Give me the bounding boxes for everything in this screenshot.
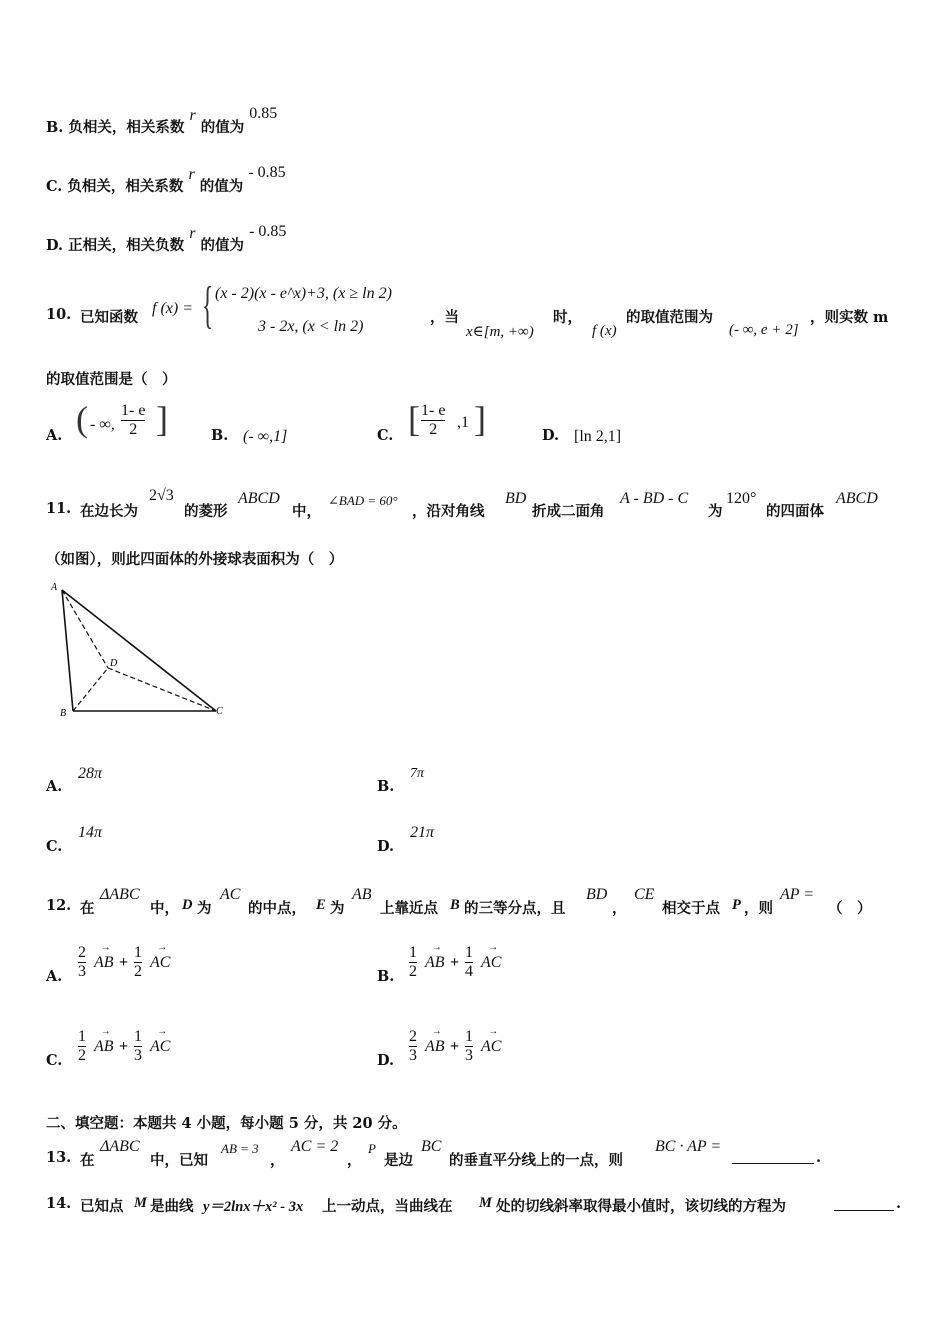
question-number: 11. bbox=[46, 500, 72, 517]
question-text: 的三等分点，且 bbox=[464, 900, 566, 917]
segment-bc: BC bbox=[421, 1138, 442, 1155]
segment-ab: AB bbox=[352, 886, 372, 903]
option-text: 正相关，相关负数 bbox=[68, 237, 185, 254]
option-label: D. bbox=[377, 838, 395, 855]
question-text: 为 bbox=[330, 900, 345, 917]
var-r: r bbox=[189, 225, 196, 242]
paren-open: ( bbox=[76, 399, 88, 439]
question-text: 已知点 bbox=[80, 1198, 124, 1215]
question-text: 的中点， bbox=[248, 900, 306, 917]
question-text: 已知函数 bbox=[80, 309, 138, 326]
numerator: 1 bbox=[134, 1028, 142, 1045]
edge-bd bbox=[73, 668, 108, 711]
option-label: B. bbox=[377, 778, 395, 795]
denominator: 2 bbox=[409, 963, 417, 980]
question-text: 中， bbox=[292, 503, 321, 520]
question-text: ，沿对角线 bbox=[412, 503, 485, 520]
answer-blank[interactable] bbox=[834, 1192, 894, 1211]
numerator: 2 bbox=[78, 944, 86, 961]
question-text: 相交于点 bbox=[662, 900, 720, 917]
degree: 120° bbox=[726, 490, 757, 507]
vector-ac: → AC bbox=[150, 954, 170, 972]
var-r: r bbox=[188, 166, 195, 183]
edge-ad bbox=[62, 590, 108, 668]
question-text: 为 bbox=[197, 900, 212, 917]
option-value: [ln 2,1] bbox=[574, 428, 622, 445]
segment-ac: AC bbox=[220, 886, 241, 903]
answer-blank[interactable] bbox=[732, 1145, 814, 1164]
numerator: 1 bbox=[409, 944, 417, 961]
option-value: 7π bbox=[410, 766, 425, 781]
question-text: ， bbox=[612, 900, 627, 917]
denominator: 3 bbox=[134, 1047, 142, 1064]
question-text: 的菱形 bbox=[184, 503, 228, 520]
given-ac: AC = 2 bbox=[291, 1138, 339, 1155]
fraction-1 bbox=[78, 944, 86, 981]
option-text: 负相关，相关系数 bbox=[67, 178, 184, 195]
vector-ac: → AC bbox=[481, 954, 501, 972]
option-label: C. bbox=[46, 1052, 63, 1069]
q9-option-c[interactable] bbox=[46, 164, 286, 196]
vector-ac: → AC bbox=[481, 1038, 501, 1056]
numerator: 1 bbox=[465, 944, 473, 961]
q9-option-b[interactable] bbox=[46, 105, 278, 137]
given-ab: AB = 3 bbox=[221, 1141, 259, 1156]
plus-sign: + bbox=[450, 1038, 460, 1055]
segment-bd: BD bbox=[586, 886, 608, 903]
point-m: M bbox=[479, 1195, 492, 1211]
question-text: ，则 bbox=[744, 900, 773, 917]
option-value: 21π bbox=[410, 824, 435, 841]
option-label: A. bbox=[46, 968, 63, 985]
question-text: 在 bbox=[80, 1152, 95, 1169]
section-title: 二、填空题：本题共 4 小题，每小题 5 分，共 20 分。 bbox=[46, 1115, 407, 1132]
question-text: 是曲线 bbox=[150, 1198, 194, 1215]
denominator: 3 bbox=[78, 963, 86, 980]
domain: x∈[m, +∞) bbox=[466, 324, 534, 340]
fraction-2 bbox=[134, 1028, 142, 1065]
question-text: 时， bbox=[553, 309, 582, 326]
plus-sign: + bbox=[119, 1038, 129, 1055]
side-length: 2√3 bbox=[149, 487, 174, 504]
var-r: r bbox=[189, 107, 196, 124]
denominator: 4 bbox=[465, 963, 473, 980]
fraction-2 bbox=[134, 944, 142, 981]
option-label: C. bbox=[46, 178, 63, 195]
question-text: 中，已知 bbox=[150, 1152, 208, 1169]
denominator: 2 bbox=[78, 1047, 86, 1064]
option-value: - 0.85 bbox=[249, 223, 287, 240]
question-text: 的取值范围是（ ） bbox=[46, 371, 177, 388]
shape-name: ABCD bbox=[238, 490, 280, 507]
bracket-open: [ bbox=[408, 399, 420, 439]
point-d: D bbox=[182, 897, 193, 913]
q9-option-d[interactable] bbox=[46, 223, 287, 255]
option-label: C. bbox=[46, 838, 63, 855]
question-text: 上靠近点 bbox=[380, 900, 438, 917]
triangle: ΔABC bbox=[100, 886, 140, 903]
fraction bbox=[421, 402, 445, 439]
vector-ab: → AB bbox=[425, 954, 445, 972]
question-number: 10. bbox=[46, 306, 72, 323]
shape-name: ABCD bbox=[836, 490, 878, 507]
question-text: ，当 bbox=[430, 309, 459, 326]
numerator: 1 bbox=[78, 1028, 86, 1045]
option-label: D. bbox=[46, 237, 64, 254]
question-text: 为 bbox=[708, 503, 723, 520]
brace: { bbox=[202, 277, 214, 334]
vertex-d-label: D bbox=[110, 658, 118, 669]
option-text: - ∞, bbox=[90, 416, 115, 433]
question-text: 中， bbox=[150, 900, 179, 917]
vector-ac: → AC bbox=[150, 1038, 170, 1056]
denominator: 2 bbox=[429, 421, 438, 438]
point-p: P bbox=[368, 1141, 376, 1156]
fraction-2 bbox=[465, 944, 473, 981]
question-number: 13. bbox=[46, 1149, 72, 1166]
question-text: ， bbox=[270, 1152, 285, 1169]
function-name: f (x) = bbox=[152, 300, 193, 317]
fraction-2 bbox=[465, 1028, 473, 1065]
vertex-c-label: C bbox=[216, 706, 223, 717]
numerator: 1 bbox=[134, 944, 142, 961]
question-text: 在边长为 bbox=[80, 503, 138, 520]
fraction-1 bbox=[409, 944, 417, 981]
piece-2: 3 - 2x, (x < ln 2) bbox=[258, 318, 364, 335]
question-text: 的取值范围为 bbox=[626, 309, 713, 326]
plus-sign: + bbox=[119, 954, 129, 971]
function-name: f (x) bbox=[592, 323, 617, 339]
numerator: 1- e bbox=[421, 402, 446, 419]
option-label: A. bbox=[46, 427, 63, 444]
vertex-b-label: B bbox=[60, 708, 67, 719]
fraction bbox=[121, 402, 145, 439]
point-e: E bbox=[316, 897, 326, 913]
option-value: 28π bbox=[78, 765, 103, 782]
option-label: D. bbox=[377, 1052, 395, 1069]
angle: ∠BAD = 60° bbox=[328, 493, 398, 508]
option-text: 的值为 bbox=[200, 119, 245, 136]
question-text: （ ） bbox=[828, 900, 872, 917]
option-label: A. bbox=[46, 778, 63, 795]
numerator: 2 bbox=[409, 1028, 417, 1045]
question-text: 处的切线斜率取得最小值时，该切线的方程为 bbox=[496, 1198, 786, 1215]
question-text: ，则实数 m bbox=[810, 309, 889, 326]
edge-ab bbox=[62, 590, 73, 711]
option-label: B. bbox=[46, 119, 64, 136]
vector-ab: → AB bbox=[94, 954, 114, 972]
bracket-close: ] bbox=[474, 399, 486, 439]
option-label: B. bbox=[377, 968, 395, 985]
question-text: 的四面体 bbox=[766, 503, 824, 520]
fraction-1 bbox=[78, 1028, 86, 1065]
option-text: 的值为 bbox=[200, 237, 245, 254]
option-label: B. bbox=[211, 427, 229, 444]
edge-dc bbox=[108, 668, 216, 711]
denominator: 3 bbox=[409, 1047, 417, 1064]
segment-ce: CE bbox=[634, 886, 655, 903]
tetrahedron-figure bbox=[46, 578, 231, 723]
numerator: 1- e bbox=[121, 402, 146, 419]
range: (- ∞, e + 2] bbox=[729, 322, 799, 338]
vector-ab: → AB bbox=[94, 1038, 114, 1056]
question-number: 12. bbox=[46, 897, 72, 914]
option-value: - 0.85 bbox=[248, 164, 286, 181]
denominator: 3 bbox=[465, 1047, 473, 1064]
vector-ab: → AB bbox=[425, 1038, 445, 1056]
option-value: (- ∞,1] bbox=[243, 428, 288, 445]
point-b: B bbox=[450, 897, 460, 913]
option-value: 14π bbox=[78, 824, 103, 841]
curve-equation: y＝2lnx＋x² ‑ 3x bbox=[203, 1199, 304, 1215]
dot-product: BC · AP = bbox=[655, 1138, 722, 1155]
point-m: M bbox=[134, 1195, 147, 1211]
question-text: 上一动点，当曲线在 bbox=[322, 1198, 453, 1215]
option-text: 负相关，相关系数 bbox=[68, 119, 185, 136]
vertex-a-label: A bbox=[51, 582, 58, 593]
question-text: 折成二面角 bbox=[532, 503, 605, 520]
triangle: ΔABC bbox=[100, 1138, 140, 1155]
point-p: P bbox=[732, 897, 741, 913]
option-text: ,1 bbox=[457, 414, 469, 431]
question-text: ， bbox=[347, 1152, 362, 1169]
numerator: 1 bbox=[465, 1028, 473, 1045]
question-text: （如图），则此四面体的外接球表面积为（ ） bbox=[46, 551, 344, 568]
vector-ap: AP = bbox=[780, 886, 815, 903]
dihedral-angle: A - BD - C bbox=[620, 490, 689, 507]
denominator: 2 bbox=[134, 963, 142, 980]
denominator: 2 bbox=[129, 421, 138, 438]
edge-ac bbox=[62, 590, 216, 711]
question-text: . bbox=[816, 1149, 822, 1166]
plus-sign: + bbox=[450, 954, 460, 971]
question-number: 14. bbox=[46, 1195, 72, 1212]
question-text: 是边 bbox=[384, 1152, 413, 1169]
option-text: 的值为 bbox=[199, 178, 244, 195]
piece-1: (x - 2)(x - e^x)+3, (x ≥ ln 2) bbox=[215, 285, 392, 302]
bracket-close: ] bbox=[156, 399, 168, 439]
option-label: D. bbox=[542, 427, 560, 444]
option-value: 0.85 bbox=[249, 105, 278, 122]
question-text: 的垂直平分线上的一点，则 bbox=[449, 1152, 623, 1169]
question-text: . bbox=[896, 1195, 902, 1212]
diagonal: BD bbox=[505, 490, 527, 507]
fraction-1 bbox=[409, 1028, 417, 1065]
question-text: 在 bbox=[80, 900, 95, 917]
option-label: C. bbox=[377, 427, 394, 444]
